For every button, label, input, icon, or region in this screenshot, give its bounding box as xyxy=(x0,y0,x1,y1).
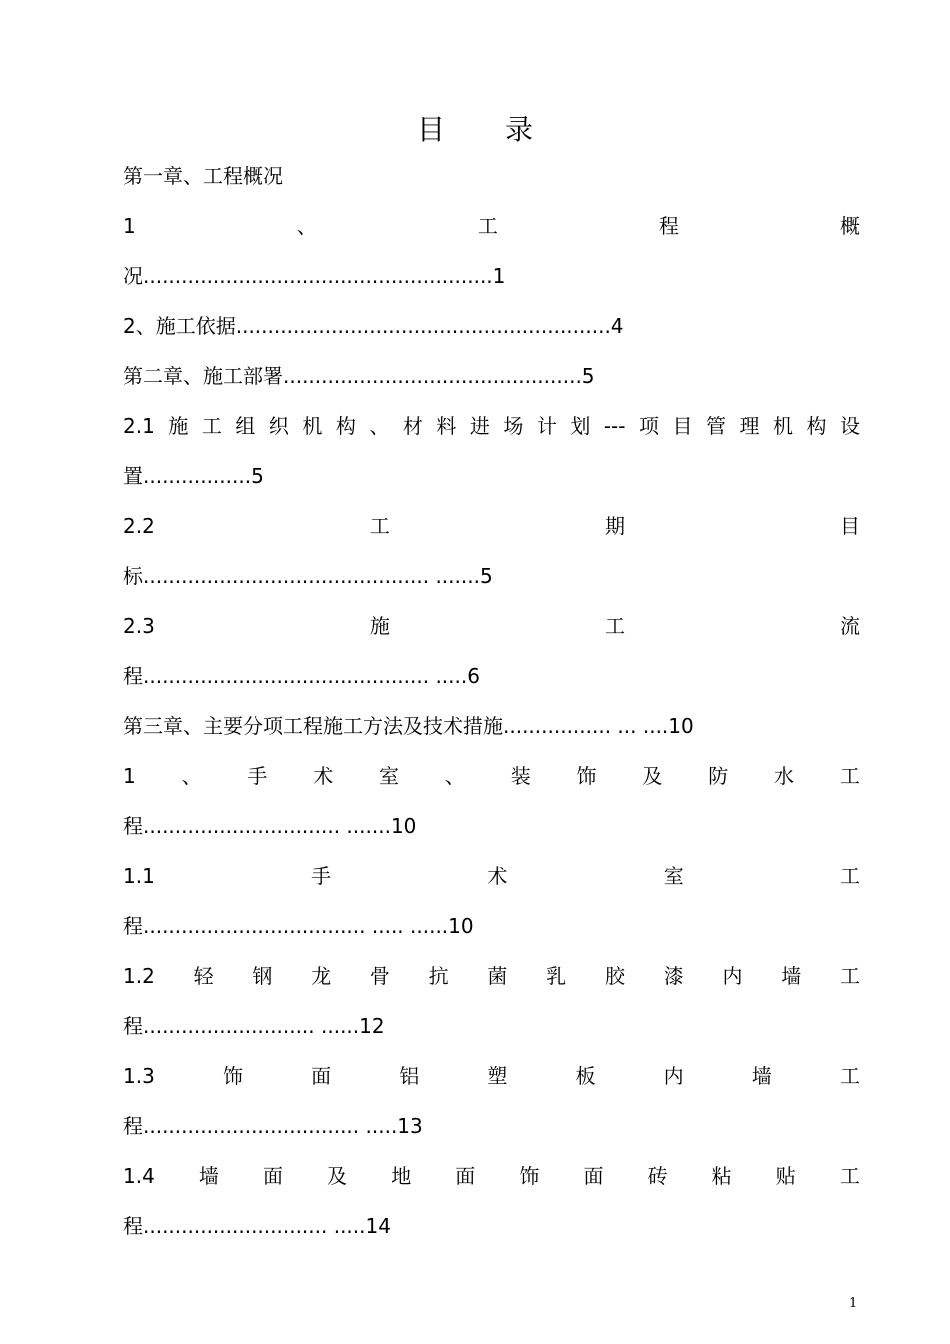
toc-entry-2-1[interactable] xyxy=(123,412,860,440)
toc-token: 2.2 xyxy=(123,514,155,538)
toc-entry-1-4-continued[interactable]: 程............................. .....14 xyxy=(123,1214,391,1238)
toc-token: 饰 xyxy=(519,1164,540,1188)
toc-token: 龙 xyxy=(311,964,332,988)
toc-token: 工 xyxy=(604,614,625,638)
toc-token: 、 xyxy=(296,214,317,238)
toc-token: 构 xyxy=(806,414,827,438)
toc-token: 程 xyxy=(658,214,679,238)
toc-entry-2[interactable]: 2、施工依据...........................................................4 xyxy=(123,314,624,338)
toc-token: 工 xyxy=(839,1064,860,1088)
toc-token: 工 xyxy=(839,1164,860,1188)
toc-token: 墙 xyxy=(781,964,802,988)
toc-entry-1-continued[interactable]: 况.......................................................1 xyxy=(123,264,506,288)
toc-chapter-3[interactable]: 第三章、主要分项工程施工方法及技术措施................. ... ....10 xyxy=(123,714,694,738)
toc-token: 贴 xyxy=(775,1164,796,1188)
title-char: 录 xyxy=(505,113,534,146)
toc-token: 室 xyxy=(379,764,400,788)
toc-token: 施 xyxy=(369,614,390,638)
toc-token: 塑 xyxy=(487,1064,508,1088)
toc-token: 、 xyxy=(444,764,465,788)
toc-token: 1.3 xyxy=(123,1064,155,1088)
toc-entry-2-1-continued[interactable]: 置.................5 xyxy=(123,464,264,488)
toc-chapter-2[interactable]: 第二章、施工部署...............................................5 xyxy=(123,364,595,388)
toc-token: 墙 xyxy=(751,1064,772,1088)
toc-token: 施 xyxy=(168,414,189,438)
title-char: 目 xyxy=(416,113,445,146)
toc-token: 织 xyxy=(268,414,289,438)
toc-token: 设 xyxy=(839,414,860,438)
toc-token: 目 xyxy=(840,514,860,538)
toc-token: 场 xyxy=(503,414,524,438)
toc-token: 流 xyxy=(840,614,860,638)
toc-entry-2-3-continued[interactable]: 程............................................. .....6 xyxy=(123,664,480,688)
toc-token: 抗 xyxy=(428,964,449,988)
toc-token: 划 xyxy=(570,414,591,438)
toc-token: 、 xyxy=(369,414,390,438)
toc-token: 1.1 xyxy=(123,864,155,888)
page-number: 1 xyxy=(849,1296,858,1311)
toc-entry-2-3[interactable] xyxy=(123,612,860,640)
toc-token: 饰 xyxy=(576,764,597,788)
toc-token: 乳 xyxy=(546,964,567,988)
toc-token: 构 xyxy=(335,414,356,438)
toc-token: 材 xyxy=(402,414,423,438)
toc-token: 防 xyxy=(708,764,729,788)
toc-entry-1-2[interactable] xyxy=(123,962,860,990)
toc-token: 骨 xyxy=(369,964,390,988)
toc-token: 菌 xyxy=(487,964,508,988)
toc-token: 铝 xyxy=(399,1064,420,1088)
toc-token: 工 xyxy=(477,214,498,238)
toc-token: 水 xyxy=(774,764,795,788)
toc-entry-1-1[interactable] xyxy=(123,862,860,890)
toc-token: 、 xyxy=(181,764,202,788)
toc-entry-1-3-continued[interactable]: 程.................................. .....13 xyxy=(123,1114,423,1138)
toc-entry-1-1-continued[interactable]: 程................................... ..... ......10 xyxy=(123,914,474,938)
toc-token: 理 xyxy=(739,414,760,438)
toc-token: 漆 xyxy=(663,964,684,988)
toc-token: 机 xyxy=(302,414,323,438)
toc-token: 2.3 xyxy=(123,614,155,638)
toc-token: --- xyxy=(603,414,626,438)
toc-chapter-1[interactable]: 第一章、工程概况 xyxy=(123,164,283,188)
toc-token: 1 xyxy=(123,214,136,238)
toc-token: 砖 xyxy=(647,1164,668,1188)
toc-token: 装 xyxy=(510,764,531,788)
toc-entry-1-4[interactable] xyxy=(123,1162,860,1190)
toc-token: 面 xyxy=(311,1064,332,1088)
toc-token: 面 xyxy=(455,1164,476,1188)
toc-token: 手 xyxy=(247,764,268,788)
toc-token: 工 xyxy=(201,414,222,438)
toc-token: 工 xyxy=(839,764,860,788)
toc-entry-1-3[interactable] xyxy=(123,1062,860,1090)
toc-token: 期 xyxy=(604,514,625,538)
toc-token: 及 xyxy=(642,764,663,788)
toc-entry-1[interactable] xyxy=(123,212,860,240)
toc-token: 墙 xyxy=(198,1164,219,1188)
toc-entry-3-1-continued[interactable]: 程............................... .......10 xyxy=(123,814,417,838)
toc-token: 料 xyxy=(436,414,457,438)
toc-token: 1.4 xyxy=(123,1164,155,1188)
toc-token: 工 xyxy=(369,514,390,538)
toc-token: 1 xyxy=(123,764,136,788)
toc-token: 2.1 xyxy=(123,414,155,438)
toc-token: 粘 xyxy=(711,1164,732,1188)
toc-token: 面 xyxy=(583,1164,604,1188)
toc-token: 项 xyxy=(638,414,659,438)
toc-token: 轻 xyxy=(193,964,214,988)
toc-token: 管 xyxy=(705,414,726,438)
toc-token: 室 xyxy=(663,864,684,888)
toc-token: 进 xyxy=(469,414,490,438)
toc-token: 术 xyxy=(487,864,508,888)
toc-token: 组 xyxy=(235,414,256,438)
toc-token: 机 xyxy=(772,414,793,438)
toc-token: 钢 xyxy=(252,964,273,988)
toc-token: 内 xyxy=(722,964,743,988)
toc-entry-3-1[interactable] xyxy=(123,762,860,790)
toc-entry-1-2-continued[interactable]: 程........................... ......12 xyxy=(123,1014,385,1038)
toc-token: 目 xyxy=(672,414,693,438)
toc-token: 工 xyxy=(840,964,860,988)
toc-token: 1.2 xyxy=(123,964,155,988)
toc-token: 概 xyxy=(839,214,860,238)
toc-token: 术 xyxy=(313,764,334,788)
toc-token: 手 xyxy=(311,864,332,888)
toc-entry-2-2[interactable] xyxy=(123,512,860,540)
toc-token: 面 xyxy=(263,1164,283,1188)
toc-token: 板 xyxy=(575,1064,596,1088)
toc-token: 胶 xyxy=(604,964,625,988)
toc-token: 及 xyxy=(327,1164,348,1188)
toc-token: 计 xyxy=(536,414,557,438)
toc-token: 地 xyxy=(391,1164,412,1188)
toc-token: 内 xyxy=(663,1064,684,1088)
toc-title xyxy=(0,108,950,148)
toc-token: 饰 xyxy=(222,1064,243,1088)
toc-entry-2-2-continued[interactable]: 标............................................. .......5 xyxy=(123,564,493,588)
toc-token: 工 xyxy=(840,864,860,888)
